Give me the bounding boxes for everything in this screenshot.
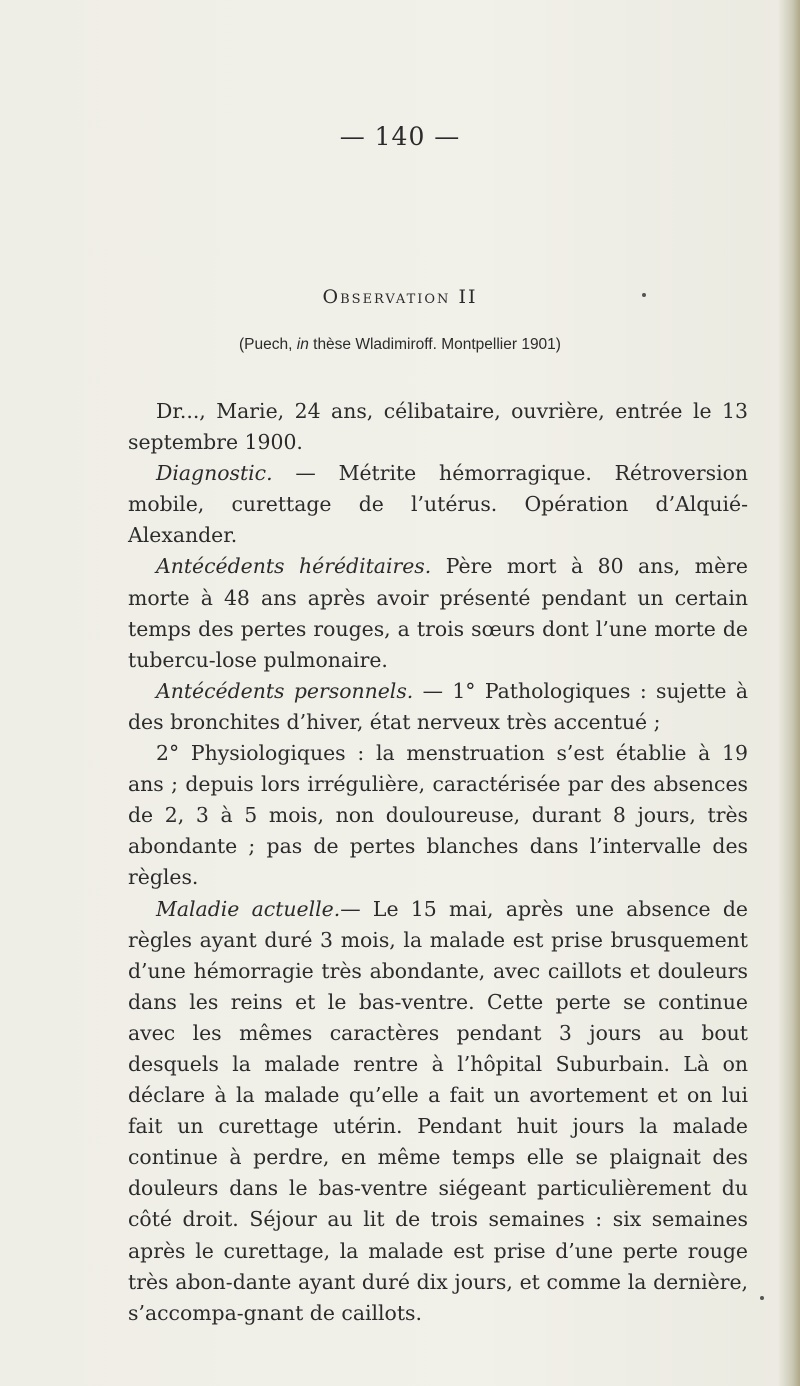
paragraph-text: 2° Physiologiques : la menstruation s’est établie à 19 ans ; depuis lors irrégulière, caractérisée par des absences de 2, 3 à 5 mois, non douloureuse, durant 8 jours, très abondante ; pas de pertes blanches dans l’intervalle des règles. [128,741,748,890]
observation-heading: Observation II [322,286,478,308]
paragraph-lead: Maladie actuelle. [156,896,341,921]
page-edge-shadow [778,0,800,1386]
paragraph-lead: Antécédents personnels. [156,678,414,703]
paragraph-physiological [128,738,748,893]
source-citation [0,336,800,354]
paragraph-diagnostic [128,458,748,551]
paragraph-text: — Le 15 mai, après une absence de règles ayant duré 3 mois, la malade est prise brusquement d’une hémorragie très abondante, avec caillots et douleurs dans les reins et le bas-ventre. Cette perte se continue avec les mêmes caractères pendant 3 jours au bout desquels la malade rentre à l’hôpital Suburbain. Là on déclare à la malade qu’elle a fait un avortement et on lui fait un curettage utérin. Pendant huit jours la malade continue à perdre, en même temps elle se plaignait des douleurs dans le bas-ventre siégeant particulièrement du côté droit. Séjour au lit de trois semaines : six semaines après le curettage, la malade est prise d’une perte rouge très abon-dante ayant duré dix jours, et comme la dernière, s’accompa-gnant de caillots. [128,896,748,1325]
paragraph-text: Père mort à 80 ans, mère morte à 48 ans après avoir présenté pendant un certain temps des pertes rouges, a trois sœurs dont l’une morte de tubercu-lose pulmonaire. [128,554,748,672]
source-rest: thèse Wladimiroff. Montpellier 1901) [308,336,561,353]
paragraph-text: — Métrite hémorragique. Rétroversion mobile, curettage de l’utérus. Opération d’Alquié-Alexander. [128,461,748,548]
paragraph-text: — 1° Pathologiques : sujette à des bronchites d’hiver, état nerveux très accentué ; [128,678,748,734]
paragraph-hereditary [128,551,748,675]
page-number: — 140 — [339,122,461,151]
paragraph-patient [128,396,748,458]
paragraph-lead: Antécédents héréditaires. [156,554,432,579]
ink-speck [642,293,646,297]
paragraph-personal [128,676,748,738]
paragraph-current-illness [128,894,748,1329]
ink-speck [760,1296,764,1300]
paragraph-lead: Diagnostic. [156,461,273,486]
source-open: (Puech, [239,336,297,353]
paragraph-text: Dr..., Marie, 24 ans, célibataire, ouvrière, entrée le 13 septembre 1900. [128,399,748,455]
observation-body [128,396,748,1329]
source-in: in [296,336,309,353]
